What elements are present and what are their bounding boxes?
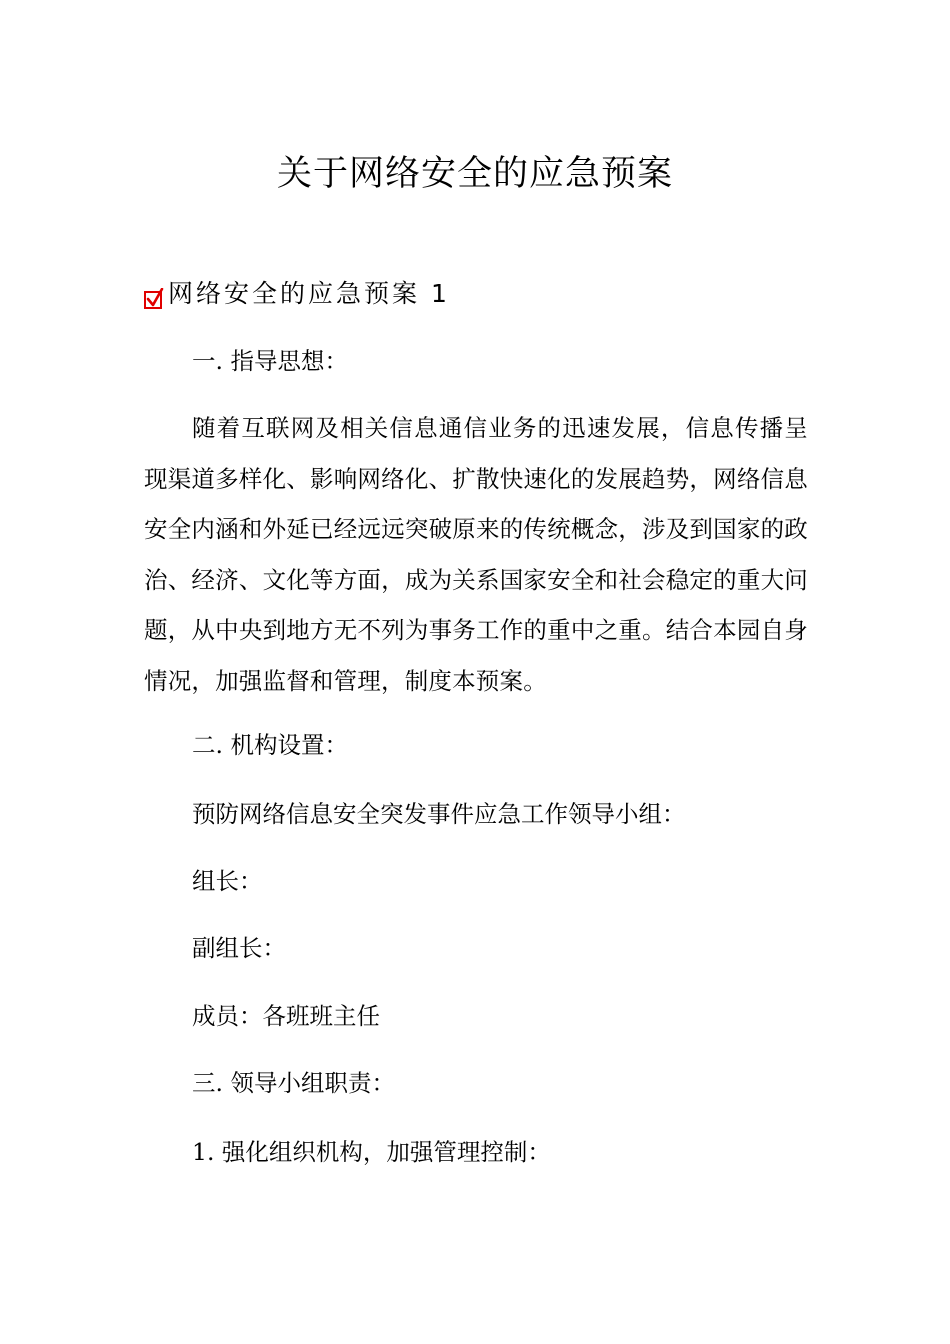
item-1-line: 1. 强化组织机构，加强管理控制： (192, 1138, 551, 1166)
document-title: 关于网络安全的应急预案 (276, 154, 673, 194)
section-heading-text: 网络安全的应急预案 1 (168, 279, 450, 308)
heading-guiding-ideology: 一. 指导思想： (192, 347, 348, 375)
deputy-leader-line: 副组长： (192, 934, 286, 962)
group-leader-line: 组长： (192, 867, 263, 895)
leading-group-line: 预防网络信息安全突发事件应急工作领导小组： (192, 800, 686, 828)
heading-organization: 二. 机构设置： (192, 731, 348, 759)
heading-responsibilities: 三. 领导小组职责： (192, 1069, 395, 1097)
section-heading (144, 272, 450, 312)
checkbox-checked-icon (144, 288, 164, 310)
members-line: 成员：各班班主任 (192, 1002, 380, 1030)
paragraph-background: 随着互联网及相关信息通信业务的迅速发展，信息传播呈现渠道多样化、影响网络化、扩散快速化的发展趋势，网络信息安全内涵和外延已经远远突破原来的传统概念，涉及到国家的政治、经济、文化等方面，成为关系国家安全和社会稳定的重大问题，从中央到地方无不列为事务工作的重中之重。结合本园自身情况，加强监督和管理，制度本预案。 (144, 414, 808, 695)
